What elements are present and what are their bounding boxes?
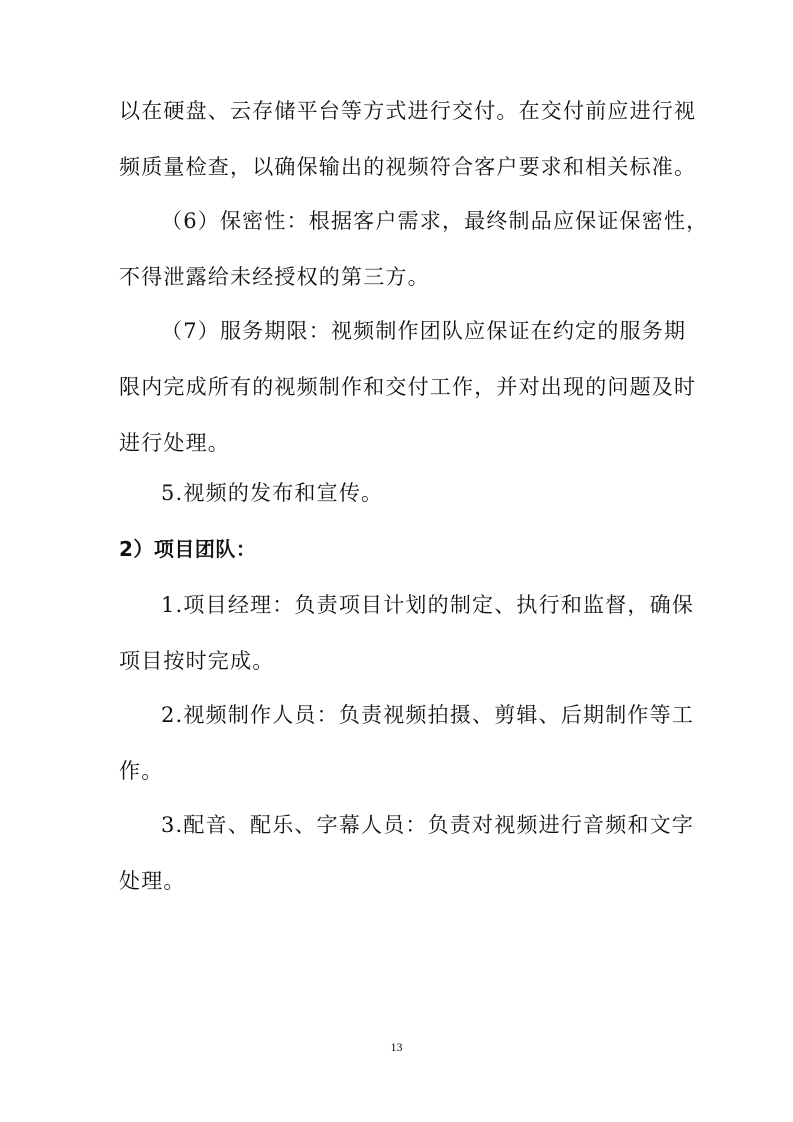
- text-line: 以在硬盘、云存储平台等方式进行交付。在交付前应进行视: [119, 99, 697, 123]
- heading-text: 2）项目团队：: [119, 537, 257, 561]
- text-line: 2.视频制作人员：负责视频拍摄、剪辑、后期制作等工: [161, 703, 695, 727]
- text-line: 项目按时完成。: [119, 649, 275, 673]
- text-line: （6）保密性：根据客户需求，最终制品应保证保密性，: [161, 209, 709, 233]
- paragraph-confidentiality: [119, 193, 709, 305]
- text-line: （7）服务期限：视频制作团队应保证在约定的服务期: [161, 319, 687, 343]
- paragraph-audio-staff: [119, 797, 695, 909]
- text-line: 5.视频的发布和宣传。: [161, 481, 384, 505]
- text-line: 频质量检查，以确保输出的视频符合客户要求和相关标准。: [119, 155, 697, 179]
- text-line: 进行处理。: [119, 431, 230, 455]
- paragraph-publish: [119, 465, 675, 521]
- text-line: 作。: [119, 759, 164, 783]
- text-line: 1.项目经理：负责项目计划的制定、执行和监督，确保: [161, 593, 695, 617]
- page-number: 13: [390, 1040, 403, 1054]
- text-line: 处理。: [119, 869, 186, 893]
- text-line: 限内完成所有的视频制作和交付工作，并对出现的问题及时: [119, 375, 697, 399]
- paragraph-service-period: [119, 303, 697, 471]
- paragraph-project-manager: [119, 577, 695, 689]
- paragraph-delivery: [119, 83, 697, 195]
- text-line: 3.配音、配乐、字幕人员：负责对视频进行音频和文字: [161, 813, 695, 837]
- paragraph-video-staff: [119, 687, 695, 799]
- section-heading: [119, 521, 675, 577]
- text-line: 不得泄露给未经授权的第三方。: [119, 265, 430, 289]
